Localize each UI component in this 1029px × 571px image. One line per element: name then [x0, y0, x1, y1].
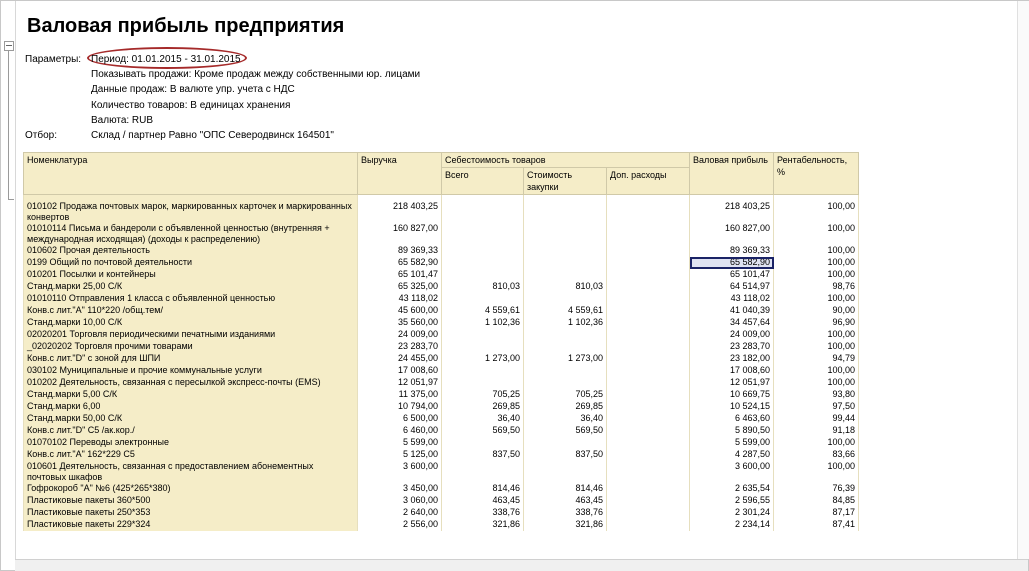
table-row[interactable]: [24, 413, 859, 425]
cell-cost-extra[interactable]: [607, 437, 690, 449]
cell-name[interactable]: 010201 Посылки и контейнеры: [24, 269, 358, 281]
cell-name[interactable]: 030102 Муниципальные и прочие коммунальные услуги: [24, 365, 358, 377]
report-title: Валовая прибыль предприятия: [27, 15, 345, 37]
cell-cost-total[interactable]: 1 102,36: [442, 317, 524, 329]
cell-profitability[interactable]: 87,41: [774, 519, 859, 531]
cell-cost-purchase[interactable]: [524, 293, 607, 305]
group-bracket-end: [8, 199, 14, 200]
cell-cost-extra[interactable]: [607, 317, 690, 329]
table-row[interactable]: [24, 353, 859, 365]
cell-profitability[interactable]: 93,80: [774, 389, 859, 401]
cell-revenue[interactable]: 3 600,00: [358, 461, 442, 483]
table-row[interactable]: [24, 437, 859, 449]
grouping-gutter: [1, 1, 16, 570]
cell-cost-purchase[interactable]: [524, 341, 607, 353]
param-label: Параметры:: [25, 54, 82, 65]
column-header-gross-profit[interactable]: Валовая прибыль: [690, 153, 774, 195]
cell-profitability[interactable]: 100,00: [774, 257, 859, 269]
table-row[interactable]: [24, 449, 859, 461]
collapse-group-icon[interactable]: [4, 41, 14, 51]
cell-gross-profit[interactable]: 65 101,47: [690, 269, 774, 281]
cell-cost-purchase[interactable]: [524, 201, 607, 223]
cell-cost-total[interactable]: 463,45: [442, 495, 524, 507]
param-value: Валюта: RUB: [91, 114, 154, 126]
cell-cost-total[interactable]: [442, 341, 524, 353]
cell-profitability[interactable]: 100,00: [774, 365, 859, 377]
cell-cost-purchase[interactable]: 321,86: [524, 519, 607, 531]
cell-revenue[interactable]: 10 794,00: [358, 401, 442, 413]
cell-profitability[interactable]: 84,85: [774, 495, 859, 507]
cell-name[interactable]: 01070102 Переводы электронные: [24, 437, 358, 449]
cell-gross-profit[interactable]: 4 287,50: [690, 449, 774, 461]
cell-revenue[interactable]: 17 008,60: [358, 365, 442, 377]
param-value: Показывать продажи: Кроме продаж между собственными юр. лицами: [91, 69, 421, 81]
cell-revenue[interactable]: 45 600,00: [358, 305, 442, 317]
cell-gross-profit[interactable]: 65 582,90: [690, 257, 774, 269]
cell-cost-extra[interactable]: [607, 245, 690, 257]
cell-cost-extra[interactable]: [607, 269, 690, 281]
cell-profitability[interactable]: 99,44: [774, 413, 859, 425]
cell-cost-extra[interactable]: [607, 449, 690, 461]
cell-cost-total[interactable]: 1 273,00: [442, 353, 524, 365]
cell-gross-profit[interactable]: 34 457,64: [690, 317, 774, 329]
cell-cost-extra[interactable]: [607, 413, 690, 425]
cell-name[interactable]: Пластиковые пакеты 250*353: [24, 507, 358, 519]
table-row[interactable]: [24, 401, 859, 413]
cell-revenue[interactable]: 35 560,00: [358, 317, 442, 329]
param-label: Отбор:: [25, 129, 57, 141]
cell-revenue[interactable]: 11 375,00: [358, 389, 442, 401]
cell-name[interactable]: 010202 Деятельность, связанная с пересылкой экспресс-почты (EMS): [24, 377, 358, 389]
cell-name[interactable]: 01010114 Письма и бандероли с объявленной ценностью (внутренняя + международная исходящая) (доходы к распределению): [24, 223, 358, 245]
table-row[interactable]: [24, 245, 859, 257]
cell-gross-profit[interactable]: 5 890,50: [690, 425, 774, 437]
cell-cost-purchase[interactable]: 705,25: [524, 389, 607, 401]
cell-profitability[interactable]: 100,00: [774, 201, 859, 223]
cell-profitability[interactable]: 100,00: [774, 245, 859, 257]
cell-cost-purchase[interactable]: 837,50: [524, 449, 607, 461]
cell-gross-profit[interactable]: 160 827,00: [690, 223, 774, 245]
table-row[interactable]: [24, 519, 859, 531]
cell-profitability[interactable]: 91,18: [774, 425, 859, 437]
cell-name[interactable]: 010602 Прочая деятельность: [24, 245, 358, 257]
cell-cost-total[interactable]: [442, 329, 524, 341]
cell-cost-total[interactable]: [442, 245, 524, 257]
cell-name[interactable]: Станд.марки 10,00 С/К: [24, 317, 358, 329]
cell-gross-profit[interactable]: 2 596,55: [690, 495, 774, 507]
table-body: [24, 195, 859, 532]
cell-profitability[interactable]: 100,00: [774, 437, 859, 449]
cell-name[interactable]: Конв.с лит."А" 162*229 С5: [24, 449, 358, 461]
table-row[interactable]: [24, 341, 859, 353]
cell-cost-extra[interactable]: [607, 519, 690, 531]
cell-cost-total[interactable]: [442, 293, 524, 305]
cell-cost-total[interactable]: [442, 461, 524, 483]
cell-cost-purchase[interactable]: [524, 269, 607, 281]
cell-cost-extra[interactable]: [607, 223, 690, 245]
cell-name[interactable]: 0199 Общий по почтовой деятельности: [24, 257, 358, 269]
cell-name[interactable]: Пластиковые пакеты 229*324: [24, 519, 358, 531]
group-bracket-line: [8, 51, 9, 199]
cell-cost-purchase[interactable]: 1 102,36: [524, 317, 607, 329]
cell-profitability[interactable]: 97,50: [774, 401, 859, 413]
cell-profitability[interactable]: 100,00: [774, 341, 859, 353]
cell-name[interactable]: Станд.марки 25,00 С/К: [24, 281, 358, 293]
horizontal-scrollbar[interactable]: [15, 559, 1028, 571]
cell-gross-profit[interactable]: 5 599,00: [690, 437, 774, 449]
cell-gross-profit[interactable]: 2 301,24: [690, 507, 774, 519]
cell-cost-total[interactable]: 814,46: [442, 483, 524, 495]
cell-cost-total[interactable]: [442, 365, 524, 377]
cell-cost-purchase[interactable]: 4 559,61: [524, 305, 607, 317]
cell-cost-total[interactable]: 36,40: [442, 413, 524, 425]
table-row[interactable]: [24, 365, 859, 377]
cell-cost-purchase[interactable]: [524, 365, 607, 377]
column-header-name[interactable]: Номенклатура: [24, 153, 358, 195]
cell-name[interactable]: Гофрокороб "А" №6 (425*265*380): [24, 483, 358, 495]
cell-gross-profit[interactable]: 2 635,54: [690, 483, 774, 495]
cell-name[interactable]: Пластиковые пакеты 360*500: [24, 495, 358, 507]
cell-cost-purchase[interactable]: [524, 223, 607, 245]
cell-gross-profit[interactable]: 23 182,00: [690, 353, 774, 365]
param-value: Данные продаж: В валюте упр. учета с НДС: [91, 84, 295, 96]
cell-cost-extra[interactable]: [607, 329, 690, 341]
cell-name[interactable]: Конв.с лит."D" с зоной для ШПИ: [24, 353, 358, 365]
cell-profitability[interactable]: 100,00: [774, 329, 859, 341]
cell-profitability[interactable]: 100,00: [774, 293, 859, 305]
table-row[interactable]: [24, 495, 859, 507]
cell-cost-extra[interactable]: [607, 365, 690, 377]
cell-cost-extra[interactable]: [607, 401, 690, 413]
cell-cost-extra[interactable]: [607, 201, 690, 223]
column-header-cost-extra[interactable]: Доп. расходы: [607, 168, 690, 195]
cell-revenue[interactable]: 160 827,00: [358, 223, 442, 245]
cell-gross-profit[interactable]: 24 009,00: [690, 329, 774, 341]
cell-name[interactable]: 01010110 Отправления 1 класса с объявленной ценностью: [24, 293, 358, 305]
cell-name[interactable]: Станд.марки 50,00 С/К: [24, 413, 358, 425]
table-row[interactable]: [24, 483, 859, 495]
gross-profit-table: [23, 152, 859, 531]
table-row[interactable]: [24, 329, 859, 341]
cell-cost-extra[interactable]: [607, 341, 690, 353]
table-row[interactable]: [24, 281, 859, 293]
table-row[interactable]: [24, 317, 859, 329]
vertical-scrollbar[interactable]: [1017, 1, 1029, 559]
cell-revenue[interactable]: 65 582,90: [358, 257, 442, 269]
cell-revenue[interactable]: 5 599,00: [358, 437, 442, 449]
cell-revenue[interactable]: 3 060,00: [358, 495, 442, 507]
table-row[interactable]: [24, 461, 859, 483]
table-row[interactable]: [24, 305, 859, 317]
table-row[interactable]: [24, 425, 859, 437]
cell-name[interactable]: 010601 Деятельность, связанная с предоставлением абонементных почтовых шкафов: [24, 461, 358, 483]
column-header-cost-group[interactable]: Себестоимость товаров: [442, 153, 690, 168]
cell-gross-profit[interactable]: 218 403,25: [690, 201, 774, 223]
cell-cost-total[interactable]: 810,03: [442, 281, 524, 293]
cell-gross-profit[interactable]: 23 283,70: [690, 341, 774, 353]
cell-cost-purchase[interactable]: 569,50: [524, 425, 607, 437]
cell-cost-extra[interactable]: [607, 281, 690, 293]
cell-cost-total[interactable]: 338,76: [442, 507, 524, 519]
cell-cost-purchase[interactable]: 269,85: [524, 401, 607, 413]
column-header-cost-total[interactable]: Всего: [442, 168, 524, 195]
column-header-profitability[interactable]: Рентабельность, %: [774, 153, 859, 195]
cell-revenue[interactable]: 2 556,00: [358, 519, 442, 531]
cell-cost-extra[interactable]: [607, 495, 690, 507]
cell-cost-extra[interactable]: [607, 257, 690, 269]
cell-cost-extra[interactable]: [607, 425, 690, 437]
cell-gross-profit[interactable]: 17 008,60: [690, 365, 774, 377]
cell-revenue[interactable]: 24 009,00: [358, 329, 442, 341]
cell-gross-profit[interactable]: 64 514,97: [690, 281, 774, 293]
cell-name[interactable]: Станд.марки 6,00: [24, 401, 358, 413]
cell-cost-total[interactable]: [442, 223, 524, 245]
cell-revenue[interactable]: 12 051,97: [358, 377, 442, 389]
table-row[interactable]: [24, 201, 859, 223]
cell-cost-extra[interactable]: [607, 389, 690, 401]
cell-gross-profit[interactable]: 6 463,60: [690, 413, 774, 425]
cell-name[interactable]: Конв.с лит."А" 110*220 /общ.тем/: [24, 305, 358, 317]
param-value: Количество товаров: В единицах хранения: [91, 99, 291, 111]
cell-name[interactable]: 02020201 Торговля периодическими печатными изданиями: [24, 329, 358, 341]
cell-cost-purchase[interactable]: [524, 245, 607, 257]
cell-revenue[interactable]: 6 500,00: [358, 413, 442, 425]
cell-cost-extra[interactable]: [607, 353, 690, 365]
cell-name[interactable]: Конв.с лит."D" С5 /ак.кор./: [24, 425, 358, 437]
cell-profitability[interactable]: 100,00: [774, 223, 859, 245]
cell-name[interactable]: Станд.марки 5,00 С/К: [24, 389, 358, 401]
table-row[interactable]: [24, 389, 859, 401]
cell-revenue[interactable]: 43 118,02: [358, 293, 442, 305]
cell-name[interactable]: 010102 Продажа почтовых марок, маркированных карточек и маркированных конвертов: [24, 201, 358, 223]
cell-cost-total[interactable]: [442, 201, 524, 223]
table-row[interactable]: [24, 257, 859, 269]
cell-cost-total[interactable]: 321,86: [442, 519, 524, 531]
column-header-revenue[interactable]: Выручка: [358, 153, 442, 195]
cell-revenue[interactable]: 89 369,33: [358, 245, 442, 257]
cell-name[interactable]: _02020202 Торговля прочими товарами: [24, 341, 358, 353]
cell-revenue[interactable]: 65 325,00: [358, 281, 442, 293]
table-row[interactable]: [24, 377, 859, 389]
cell-cost-total[interactable]: 269,85: [442, 401, 524, 413]
cell-cost-total[interactable]: 705,25: [442, 389, 524, 401]
cell-cost-purchase[interactable]: 814,46: [524, 483, 607, 495]
cell-profitability[interactable]: 83,66: [774, 449, 859, 461]
cell-cost-purchase[interactable]: 338,76: [524, 507, 607, 519]
cell-profitability[interactable]: 100,00: [774, 461, 859, 483]
cell-revenue[interactable]: 23 283,70: [358, 341, 442, 353]
cell-cost-extra[interactable]: [607, 507, 690, 519]
cell-cost-total[interactable]: 569,50: [442, 425, 524, 437]
table-row[interactable]: [24, 507, 859, 519]
cell-gross-profit[interactable]: 10 524,15: [690, 401, 774, 413]
table-row[interactable]: [24, 269, 859, 281]
cell-cost-total[interactable]: [442, 269, 524, 281]
cell-cost-purchase[interactable]: 463,45: [524, 495, 607, 507]
cell-gross-profit[interactable]: 3 600,00: [690, 461, 774, 483]
table-row[interactable]: [24, 293, 859, 305]
cell-revenue[interactable]: 2 640,00: [358, 507, 442, 519]
cell-cost-purchase[interactable]: [524, 257, 607, 269]
cell-cost-extra[interactable]: [607, 461, 690, 483]
cell-profitability[interactable]: 98,76: [774, 281, 859, 293]
cell-revenue[interactable]: 24 455,00: [358, 353, 442, 365]
cell-cost-purchase[interactable]: 36,40: [524, 413, 607, 425]
cell-gross-profit[interactable]: 2 234,14: [690, 519, 774, 531]
cell-profitability[interactable]: 76,39: [774, 483, 859, 495]
cell-cost-extra[interactable]: [607, 483, 690, 495]
cell-gross-profit[interactable]: 12 051,97: [690, 377, 774, 389]
cell-cost-purchase[interactable]: 1 273,00: [524, 353, 607, 365]
cell-revenue[interactable]: 5 125,00: [358, 449, 442, 461]
cell-revenue[interactable]: 65 101,47: [358, 269, 442, 281]
cell-profitability[interactable]: 100,00: [774, 269, 859, 281]
cell-cost-purchase[interactable]: 810,03: [524, 281, 607, 293]
cell-gross-profit[interactable]: 43 118,02: [690, 293, 774, 305]
cell-cost-total[interactable]: [442, 257, 524, 269]
cell-cost-purchase[interactable]: [524, 329, 607, 341]
cell-profitability[interactable]: 90,00: [774, 305, 859, 317]
cell-gross-profit[interactable]: 10 669,75: [690, 389, 774, 401]
cell-cost-purchase[interactable]: [524, 437, 607, 449]
cell-profitability[interactable]: 94,79: [774, 353, 859, 365]
column-header-cost-purchase[interactable]: Стоимость закупки: [524, 168, 607, 195]
cell-cost-purchase[interactable]: [524, 377, 607, 389]
cell-cost-total[interactable]: 4 559,61: [442, 305, 524, 317]
cell-cost-extra[interactable]: [607, 305, 690, 317]
cell-revenue[interactable]: 6 460,00: [358, 425, 442, 437]
cell-cost-extra[interactable]: [607, 293, 690, 305]
table-row[interactable]: [24, 223, 859, 245]
cell-cost-purchase[interactable]: [524, 461, 607, 483]
param-value: Период: 01.01.2015 - 31.01.2015: [91, 54, 241, 65]
param-value: Склад / партнер Равно "ОПС Северодвинск 164501": [91, 129, 334, 141]
cell-cost-total[interactable]: [442, 377, 524, 389]
cell-cost-total[interactable]: 837,50: [442, 449, 524, 461]
cell-gross-profit[interactable]: 89 369,33: [690, 245, 774, 257]
cell-cost-total[interactable]: [442, 437, 524, 449]
cell-profitability[interactable]: 96,90: [774, 317, 859, 329]
cell-profitability[interactable]: 100,00: [774, 377, 859, 389]
cell-gross-profit[interactable]: 41 040,39: [690, 305, 774, 317]
cell-revenue[interactable]: 3 450,00: [358, 483, 442, 495]
cell-cost-extra[interactable]: [607, 377, 690, 389]
cell-profitability[interactable]: 87,17: [774, 507, 859, 519]
cell-revenue[interactable]: 218 403,25: [358, 201, 442, 223]
